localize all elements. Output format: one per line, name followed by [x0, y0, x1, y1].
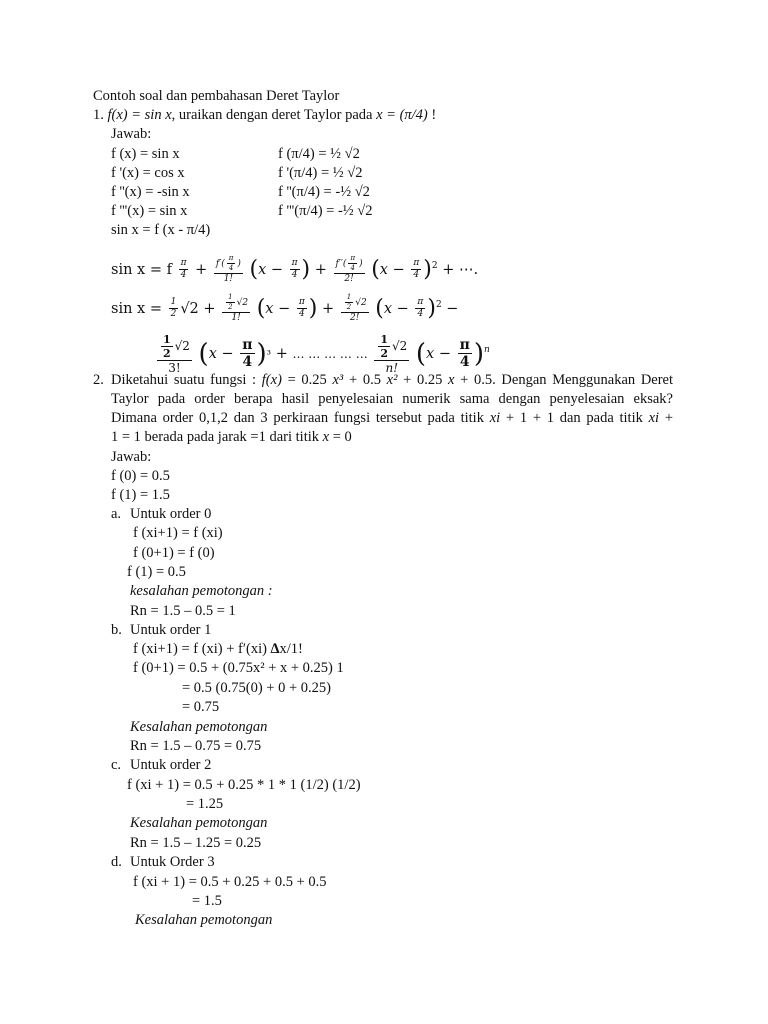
question-2-line-2: Taylor pada order berapa hasil penyelesaian numerik sama dengan penyelesaian eksak?: [111, 391, 673, 407]
question-1-number: 1.: [93, 107, 104, 123]
question-2-line-1: Diketahui suatu fungsi : f(x) = 0.25 x³ + 0.5 x² + 0.25 x + 0.5. Dengan Menggunakan Deret: [111, 372, 674, 388]
derivative-left-0: f (x) = sin x: [111, 146, 180, 162]
eq1-lhs: sin x = f: [111, 261, 172, 278]
taylor-equation-2: sin x = $\frac{1}{2}$ √2 + $\frac{1}{2}$ √2 1! (x − $\frac{\pi}{4}$ ) + $\frac{1}{2}$ √2 2! (x − $\frac{\pi}{4}$ )$^2$ −: [111, 293, 459, 324]
part-d-line-1: f (xi + 1) = 0.5 + 0.25 + 0.5 + 0.5: [133, 874, 327, 890]
part-d-line-2: = 1.5: [192, 893, 222, 909]
eq1-tail: + ⋯.: [442, 261, 479, 278]
part-c-error-label: Kesalahan pemotongan: [130, 815, 268, 831]
part-b-error-label: Kesalahan pemotongan: [130, 719, 268, 735]
part-b-heading: Untuk order 1: [130, 622, 212, 638]
part-a-line-1: f (xi+1) = f (xi): [133, 525, 223, 541]
derivative-left-2: f ''(x) = -sin x: [111, 184, 190, 200]
part-b-line-4: = 0.75: [182, 699, 220, 715]
derivative-right-3: f '''(π/4) = -½ √2: [278, 203, 373, 219]
eq1-frac-second-derivative: f′′( $\frac{\pi}{4}$ ) 2!: [335, 254, 363, 285]
question-1-answer-label: Jawab:: [111, 126, 152, 142]
sinx-definition: sin x = f (x - π/4): [111, 222, 211, 238]
part-b-label: b.: [111, 622, 122, 638]
derivative-right-1: f '(π/4) = ½ √2: [278, 165, 363, 181]
eq2-lhs: sin x =: [111, 300, 162, 317]
part-c-rn: Rn = 1.5 – 1.25 = 0.25: [130, 835, 262, 851]
part-d-error-label: Kesalahan pemotongan: [135, 912, 273, 928]
part-b-line-1: f (xi+1) = f (xi) + f′(xi) ∆x/1!: [133, 641, 303, 657]
question-1-end: !: [427, 107, 437, 123]
question-1-function: f(x) = sin x: [107, 107, 172, 123]
part-c-line-2: = 1.25: [186, 796, 224, 812]
document-title: Contoh soal dan pembahasan Deret Taylor: [93, 88, 340, 104]
question-2-line-4: 1 = 1 berada pada jarak =1 dari titik x = 0: [111, 429, 352, 445]
question-1-point: x = (π/4): [376, 107, 428, 123]
f-at-0: f (0) = 0.5: [111, 468, 170, 484]
eq3-dots: … … … … …: [292, 346, 368, 361]
part-b-line-3: = 0.5 (0.75(0) + 0 + 0.25): [182, 680, 331, 696]
part-a-line-3: f (1) = 0.5: [127, 564, 186, 580]
part-a-line-2: f (0+1) = f (0): [133, 545, 215, 561]
eq1-frac-pi4: $\frac{\pi}{4}$: [180, 258, 187, 281]
part-c-line-1: f (xi + 1) = 0.5 + 0.25 * 1 * 1 (1/2) (1/2): [127, 777, 361, 793]
taylor-equation-3: $\frac{1}{2}$ √2 3! (x − $\frac{\pi}{4}$ )³ + … … … … … $\frac{1}{2}$ √2 n! (x − $\frac{\pi}{4}$ )$^n$: [155, 326, 490, 379]
part-b-rn: Rn = 1.5 – 0.75 = 0.75: [130, 738, 262, 754]
f-at-1: f (1) = 1.5: [111, 487, 170, 503]
part-b-line-2: f (0+1) = 0.5 + (0.75x² + x + 0.25) 1: [133, 660, 344, 676]
derivative-left-3: f '''(x) = sin x: [111, 203, 188, 219]
part-a-rn: Rn = 1.5 – 0.5 = 1: [130, 603, 236, 619]
eq1-frac-first-derivative: f′( $\frac{\pi}{4}$ ) 1!: [215, 254, 241, 285]
part-c-heading: Untuk order 2: [130, 757, 212, 773]
taylor-equation-1: sin x = f $\frac{\pi}{4}$ + f′( $\frac{\pi}{4}$ ) 1! (x − $\frac{\pi}{4}$ ) + f′′( $\frac{\pi}{4}$ ) 2! (x − $\frac{\pi}{4}$ )$^2$ + ⋯.: [111, 254, 479, 285]
question-2-answer-label: Jawab:: [111, 449, 152, 465]
part-a-label: a.: [111, 506, 122, 522]
question-1-text: , uraikan dengan deret Taylor pada: [171, 107, 377, 123]
part-a-error-label: kesalahan pemotongan :: [130, 583, 273, 599]
part-d-label: d.: [111, 854, 122, 870]
question-2-line-3: Dimana order 0,1,2 dan 3 perkiraan fungsi tersebut pada titik xi + 1 + 1 dan pada titik xi +: [111, 410, 673, 426]
derivative-right-0: f (π/4) = ½ √2: [278, 146, 360, 162]
part-d-heading: Untuk Order 3: [130, 854, 215, 870]
question-1: [93, 106, 436, 124]
part-c-label: c.: [111, 757, 122, 773]
derivative-left-1: f '(x) = cos x: [111, 165, 185, 181]
part-a-heading: Untuk order 0: [130, 506, 212, 522]
question-2-number: 2.: [93, 372, 104, 388]
derivative-right-2: f ''(π/4) = -½ √2: [278, 184, 370, 200]
